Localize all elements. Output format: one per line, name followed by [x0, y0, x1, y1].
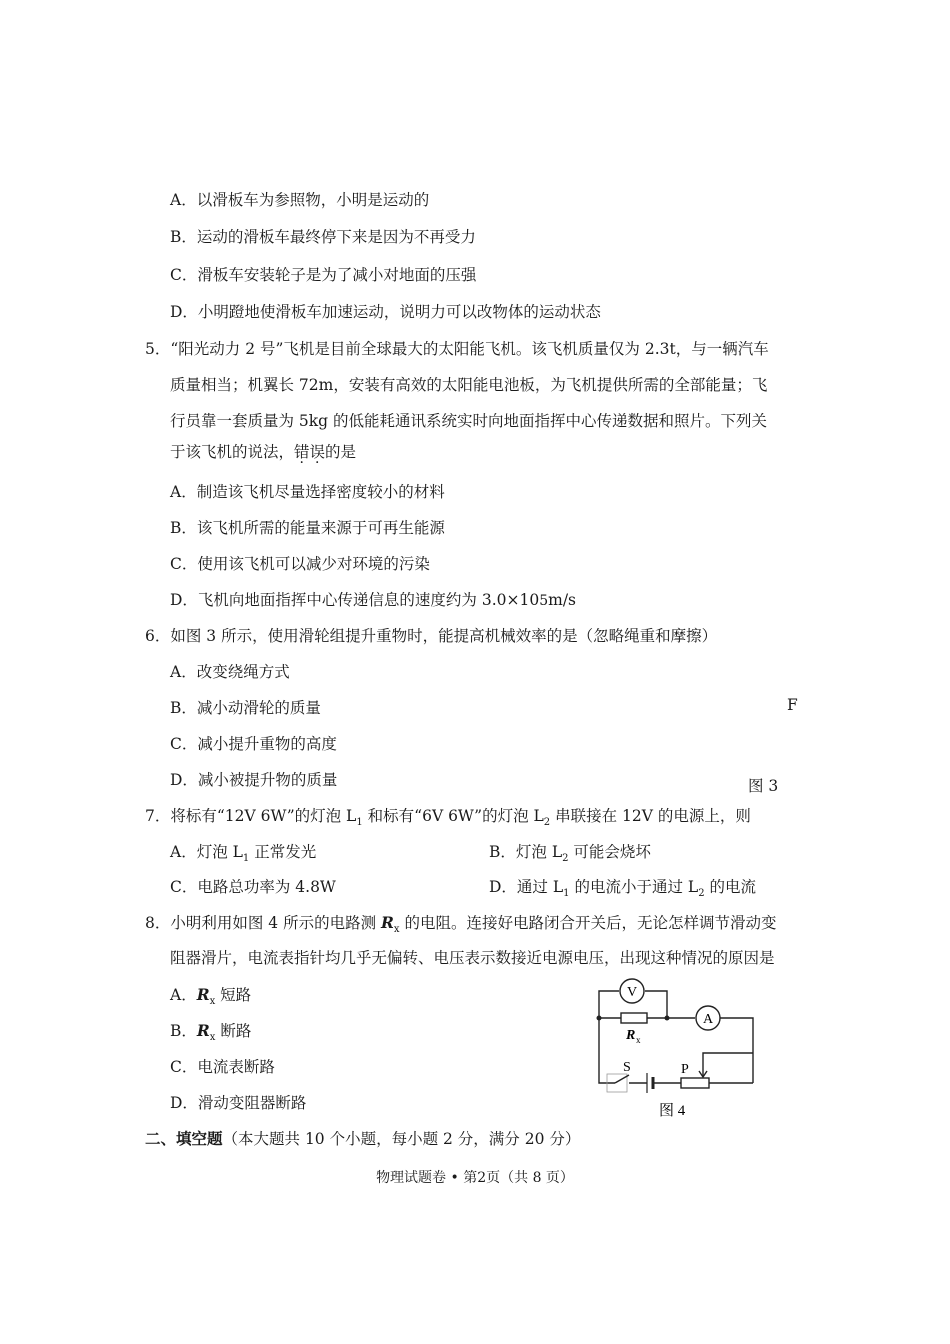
q4-option-a: A．以滑板车为参照物，小明是运动的 — [170, 191, 430, 209]
q5-option-b: B．该飞机所需的能量来源于可再生能源 — [170, 519, 445, 537]
q8-option-b-post: 断路 — [215, 1022, 252, 1040]
q7-option-c: C．电路总功率为 4.8W — [170, 878, 336, 896]
rheostat-icon — [681, 1078, 709, 1088]
fig4-circuit-diagram — [585, 975, 765, 1125]
q7-option-b-pre: B．灯泡 L — [489, 843, 563, 861]
slider-wire — [703, 1053, 753, 1076]
wire — [599, 1018, 615, 1083]
resistor-label: R — [626, 1028, 636, 1043]
fig4-caption: 图 4 — [659, 1103, 686, 1119]
q6-option-b: B．减小动滑轮的质量 — [170, 699, 321, 717]
q7-option-d-sub1: 1 — [563, 888, 570, 899]
page-footer: 物理试题卷 • 第2页（共 8 页） — [376, 1170, 574, 1186]
q8-stem-x: x — [393, 924, 400, 935]
q6-option-c: C．减小提升重物的高度 — [170, 735, 337, 753]
q5-option-d — [170, 589, 576, 612]
junction-dot — [597, 1016, 602, 1021]
q5-stem-line4-post: 的是 — [325, 443, 357, 461]
q5-stem-line2: 质量相当；机翼长 72m，安装有高效的太阳能电池板，为飞机提供所需的全部能量；飞 — [170, 376, 768, 394]
junction-dot — [665, 1016, 670, 1021]
wire — [599, 991, 619, 1018]
q5-option-d-post: m/s — [548, 591, 577, 609]
q7-stem-part1: 7．将标有“12V 6W”的灯泡 L — [145, 807, 357, 825]
q4-option-d: D．小明蹬地使滑板车加速运动，说明力可以改物体的运动状态 — [170, 303, 601, 321]
q5-option-c: C．使用该飞机可以减少对环境的污染 — [170, 555, 430, 573]
q4-option-c: C．滑板车安装轮子是为了减小对地面的压强 — [170, 266, 477, 284]
q8-stem-post: 的电阻。连接好电路闭合开关后，无论怎样调节滑动变 — [399, 914, 777, 932]
q7-stem-part2: 和标有“6V 6W”的灯泡 L — [362, 807, 544, 825]
slider-label: P — [681, 1062, 689, 1077]
q7-option-b-sub: 2 — [562, 853, 569, 864]
q5-stem-line3: 行员靠一套质量为 5kg 的低能耗通讯系统实时向地面指挥中心传递数据和照片。下列关 — [170, 412, 768, 430]
q8-option-a-x: x — [209, 996, 216, 1007]
q8-stem-r: R — [381, 913, 394, 932]
q7-stem-sub2: 2 — [543, 817, 551, 828]
q8-option-b — [170, 1020, 251, 1049]
q7-option-a — [170, 841, 316, 870]
q6-option-d: D．减小被提升物的质量 — [170, 771, 338, 789]
q7-option-a-sub: 1 — [242, 853, 250, 864]
q4-option-b: B．运动的滑板车最终停下来是因为不再受力 — [170, 228, 476, 246]
q8-option-a-post: 短路 — [215, 986, 252, 1004]
q7-option-b — [489, 841, 651, 870]
q6-stem: 6．如图 3 所示，使用滑轮组提升重物时，能提高机械效率的是（忽略绳重和摩擦） — [145, 627, 718, 645]
q7-option-b-post: 可能会烧坏 — [568, 843, 651, 861]
q5-stem-line4 — [170, 441, 356, 463]
q8-option-a-pre: A． — [170, 986, 197, 1004]
q5-option-a: A．制造该飞机尽量选择密度较小的材料 — [170, 483, 445, 501]
q7-option-a-post: 正常发光 — [249, 843, 317, 861]
resistor-subscript: x — [636, 1035, 641, 1045]
emphasis-char: 错 — [294, 443, 310, 461]
q5-stem-line1: 5．“阳光动力 2 号”飞机是目前全球最大的太阳能飞机。该飞机质量仅为 2.3t，与一辆汽车 — [145, 340, 769, 358]
fig3-force-label: F — [787, 696, 798, 714]
q8-option-b-pre: B． — [170, 1022, 197, 1040]
switch-label: S — [623, 1060, 631, 1075]
q8-option-d: D．滑动变阻器断路 — [170, 1094, 307, 1112]
q8-option-b-x: x — [209, 1032, 216, 1043]
wire — [720, 1018, 753, 1083]
q7-option-a-pre: A．灯泡 L — [170, 843, 243, 861]
q8-option-a — [170, 984, 251, 1013]
q7-option-d-post: 的电流 — [704, 878, 756, 896]
fig3-caption: 图 3 — [748, 777, 779, 795]
wire — [645, 991, 667, 1018]
q5-stem-line4-pre: 于该飞机的说法， — [170, 443, 295, 461]
q7-stem-part3: 串联接在 12V 的电源上，则 — [550, 807, 751, 825]
emphasis-char: 误 — [309, 443, 326, 461]
ammeter-label: A — [702, 1012, 714, 1027]
q7-stem-sub1: 1 — [356, 817, 363, 828]
q6-option-a: A．改变绕绳方式 — [170, 663, 290, 681]
q8-stem-line2: 阻器滑片，电流表指针均几乎无偏转、电压表示数接近电源电压，出现这种情况的原因是 — [170, 949, 775, 967]
voltmeter-label: V — [626, 985, 638, 1000]
q8-option-a-r: R — [196, 985, 210, 1004]
q7-option-d-sub2: 2 — [698, 888, 705, 899]
q7-option-d-mid: 的电流小于通过 L — [569, 878, 699, 896]
q8-stem-line1 — [145, 912, 776, 941]
section-note: （本大题共 10 个小题，每小题 2 分，满分 20 分） — [222, 1130, 581, 1148]
q7-option-d — [489, 876, 756, 905]
q8-option-b-r: R — [196, 1021, 210, 1040]
section-title: 二、填空题 — [145, 1129, 223, 1148]
q7-option-d-pre: D．通过 L — [489, 878, 564, 896]
q5-option-d-exponent: 5 — [539, 593, 549, 609]
q8-stem-pre: 8．小明利用如图 4 所示的电路测 — [145, 914, 382, 932]
q7-stem — [145, 805, 751, 834]
section-heading — [145, 1128, 580, 1150]
resistor-icon — [621, 1013, 647, 1023]
q5-option-d-pre: D．飞机向地面指挥中心传递信息的速度约为 3.0×10 — [170, 591, 540, 609]
q8-option-c: C．电流表断路 — [170, 1058, 275, 1076]
